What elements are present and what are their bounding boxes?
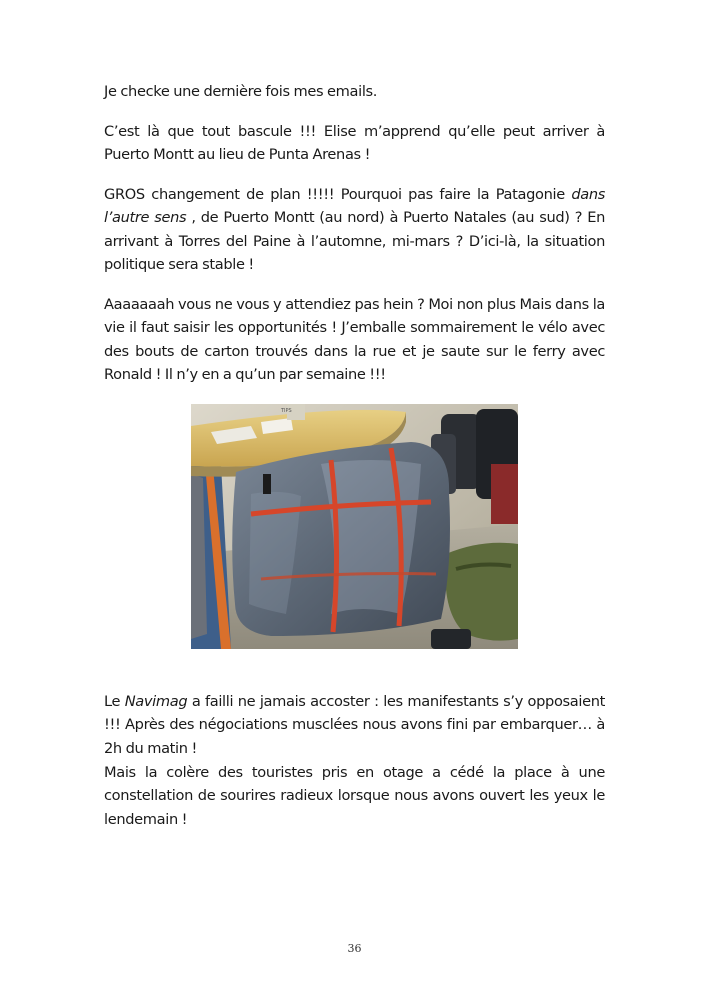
paragraph-change-of-plan-part-2: , de Puerto Montt (au nord) à Puerto Natales (au sud) ? En arrivant à Torres del Paine à l’automne, mi-mars ? D’ici-là, la situation politique sera stable ! <box>104 209 605 274</box>
paragraph-everything-changes: C’est là que tout bascule !!! Elise m’apprend qu’elle peut arriver à Puerto Montt au lieu de Punta Arenas ! <box>104 123 605 164</box>
paragraph-surprise: Aaaaaaah vous ne vous y attendiez pas hein ? Moi non plus Mais dans la vie il faut saisir les opportunités ! J’emballe sommairement le vélo avec des bouts de carton trouvés dans la rue et je saute sur le ferry avec Ronald ! Il n’y en a qu’un par semaine !!! <box>104 296 605 384</box>
photo-wrapped-bike <box>191 404 518 649</box>
paragraph-smiles: Mais la colère des touristes pris en otage a cédé la place à une constellation de sourires radieux lorsque nous avons ouvert les yeux le lendemain ! <box>104 764 605 828</box>
paragraph-navimag <box>104 690 605 760</box>
paragraph-navimag-part-2: a failli ne jamais accoster : les manifestants s’y opposaient !!! Après des négociations musclées nous avons fini par embarquer… à 2h du matin ! <box>104 693 605 757</box>
paragraph-change-of-plan <box>104 183 605 277</box>
page-number: 36 <box>347 942 362 955</box>
paragraph-emails: Je checke une dernière fois mes emails. <box>104 83 378 100</box>
paragraph-navimag-ship-name: Navimag <box>124 693 188 710</box>
photo-sign-text: TIPS <box>281 408 292 414</box>
paragraph-change-of-plan-part-1: GROS changement de plan !!!!! Pourquoi pas faire la Patagonie <box>104 186 572 203</box>
paragraph-change-of-plan-emphasis: dans l’autre sens <box>104 186 605 227</box>
paragraph-navimag-part-1: Le <box>104 693 125 710</box>
